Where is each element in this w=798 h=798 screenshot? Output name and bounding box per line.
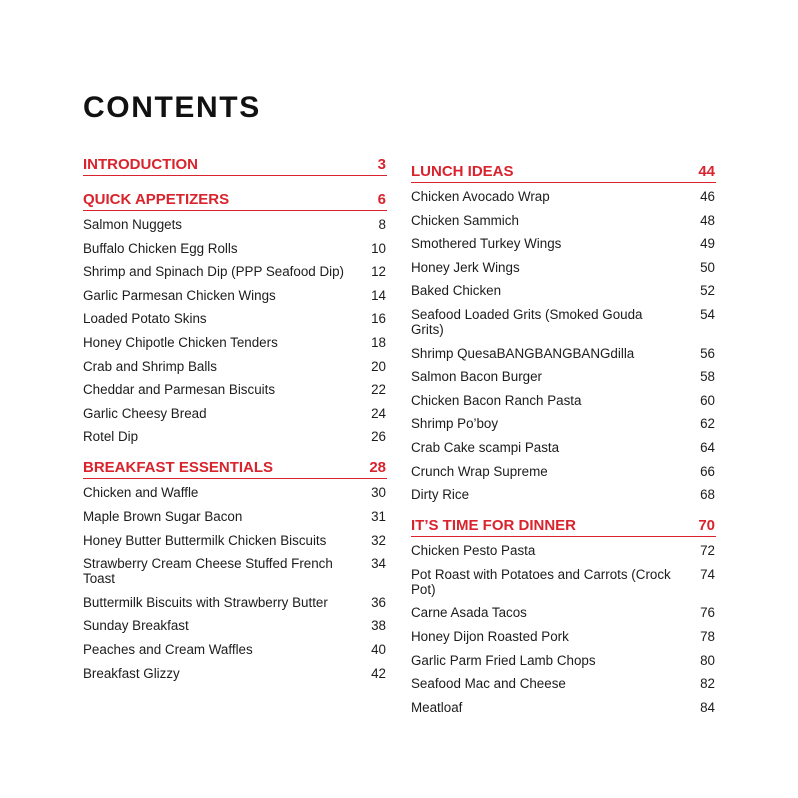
entry-label: Salmon Nuggets xyxy=(83,217,182,232)
toc-entry[interactable] xyxy=(411,700,716,715)
entry-page-number: 76 xyxy=(700,605,715,621)
entry-label: Sunday Breakfast xyxy=(83,618,189,634)
entry-label: Shrimp Po’boy xyxy=(411,416,499,432)
toc-entry[interactable] xyxy=(411,653,716,668)
entry-label: Seafood Loaded Grits (Smoked Gouda Grits) xyxy=(411,306,643,337)
toc-entry[interactable] xyxy=(83,595,387,610)
entry-page-number: 12 xyxy=(371,264,386,280)
entry-label: Crunch Wrap Supreme xyxy=(411,463,548,479)
section-title: QUICK APPETIZERS xyxy=(83,191,230,208)
toc-entry[interactable] xyxy=(83,556,387,586)
toc-left-column xyxy=(83,156,387,696)
entry-label: Buttermilk Biscuits with Strawberry Butter xyxy=(83,594,328,610)
entry-label: Meatloaf xyxy=(411,699,463,715)
entry-label: Crab Cake scampi Pasta xyxy=(411,439,560,455)
toc-entry[interactable] xyxy=(411,283,716,298)
toc-entry[interactable] xyxy=(83,666,387,681)
section-header[interactable] xyxy=(411,163,716,183)
entry-page-number: 30 xyxy=(371,485,386,501)
entry-label: Honey Dijon Roasted Pork xyxy=(411,628,569,644)
entry-page-number: 60 xyxy=(700,392,715,408)
entry-label: Garlic Parmesan Chicken Wings xyxy=(83,287,276,303)
entry-page-number: 62 xyxy=(700,416,715,432)
entry-label: Maple Brown Sugar Bacon xyxy=(83,508,243,524)
entry-page-number: 68 xyxy=(700,487,715,503)
section-page-number: 70 xyxy=(698,517,715,535)
entry-label: Strawberry Cream Cheese Stuffed French Toast xyxy=(83,556,333,587)
entry-page-number: 18 xyxy=(371,334,386,350)
toc-entry[interactable] xyxy=(411,393,716,408)
entry-page-number: 14 xyxy=(371,287,386,303)
entry-label: Breakfast Glizzy xyxy=(83,665,180,681)
entry-page-number: 52 xyxy=(700,283,715,299)
entry-label: Chicken and Waffle xyxy=(83,485,199,501)
entry-page-number: 80 xyxy=(700,652,715,668)
entry-label: Honey Chipotle Chicken Tenders xyxy=(83,334,278,350)
toc-entry[interactable] xyxy=(411,213,716,228)
section-header[interactable] xyxy=(83,156,387,176)
entry-page-number: 36 xyxy=(371,594,386,610)
entry-label: Smothered Turkey Wings xyxy=(411,236,562,252)
toc-section-introduction xyxy=(83,156,387,176)
section-header[interactable] xyxy=(83,459,387,479)
entry-label: Chicken Pesto Pasta xyxy=(411,543,536,559)
toc-entry[interactable] xyxy=(83,264,387,279)
entry-page-number: 34 xyxy=(371,556,386,572)
toc-entry[interactable] xyxy=(83,311,387,326)
entry-page-number: 84 xyxy=(700,699,715,715)
entry-page-number: 38 xyxy=(371,618,386,634)
toc-entry[interactable] xyxy=(83,288,387,303)
entry-page-number: 24 xyxy=(371,405,386,421)
entry-label: Dirty Rice xyxy=(411,487,470,503)
entry-page-number: 32 xyxy=(371,532,386,548)
entry-label: Garlic Cheesy Bread xyxy=(83,405,207,421)
entry-page-number: 20 xyxy=(371,358,386,374)
section-page-number: 44 xyxy=(698,163,715,180)
entry-label: Buffalo Chicken Egg Rolls xyxy=(83,240,238,256)
toc-entry[interactable] xyxy=(83,618,387,633)
entry-page-number: 82 xyxy=(700,676,715,692)
entry-label: Rotel Dip xyxy=(83,429,139,445)
toc-entry[interactable] xyxy=(83,241,387,256)
toc-entry[interactable] xyxy=(411,440,716,455)
toc-entry[interactable] xyxy=(411,629,716,644)
entry-page-number: 78 xyxy=(700,628,715,644)
toc-entry[interactable] xyxy=(83,642,387,657)
entry-page-number: 49 xyxy=(700,236,715,252)
toc-right-column xyxy=(411,163,716,730)
section-page-number: 3 xyxy=(377,156,386,173)
entry-label: Baked Chicken xyxy=(411,283,502,299)
entry-label: Shrimp and Spinach Dip (PPP Seafood Dip) xyxy=(83,264,345,280)
entry-label: Garlic Parm Fried Lamb Chops xyxy=(411,652,596,668)
entry-page-number: 42 xyxy=(371,665,386,681)
toc-entry[interactable] xyxy=(411,236,716,251)
entry-page-number: 50 xyxy=(700,259,715,275)
entry-page-number: 58 xyxy=(700,369,715,385)
section-header[interactable] xyxy=(83,191,387,211)
toc-entry[interactable] xyxy=(83,359,387,374)
entry-page-number: 22 xyxy=(371,382,386,398)
entry-page-number: 54 xyxy=(700,306,715,322)
entry-page-number: 48 xyxy=(700,212,715,228)
entry-page-number: 16 xyxy=(371,311,386,327)
entry-label: Honey Jerk Wings xyxy=(411,259,520,275)
entry-label: Salmon Bacon Burger xyxy=(411,369,543,385)
entry-page-number: 74 xyxy=(700,566,715,582)
entry-page-number: 72 xyxy=(700,543,715,559)
entry-page-number: 26 xyxy=(371,429,386,445)
toc-entry[interactable] xyxy=(411,416,716,431)
toc-entry[interactable] xyxy=(83,485,387,500)
entry-label: Chicken Sammich xyxy=(411,212,519,228)
toc-entry[interactable] xyxy=(411,676,716,691)
toc-entry[interactable] xyxy=(83,533,387,548)
entry-label: Peaches and Cream Waffles xyxy=(83,641,253,657)
toc-entry[interactable] xyxy=(411,369,716,384)
toc-entry[interactable] xyxy=(411,567,716,597)
entry-page-number: 40 xyxy=(371,641,386,657)
toc-entry[interactable] xyxy=(411,464,716,479)
entry-page-number: 8 xyxy=(378,217,386,232)
toc-section-it-s-time-for-dinner xyxy=(411,517,716,715)
toc-entry[interactable] xyxy=(411,346,716,361)
section-title: LUNCH IDEAS xyxy=(411,163,514,180)
toc-section-lunch-ideas xyxy=(411,163,716,502)
entry-label: Shrimp QuesaBANGBANGBANGdilla xyxy=(411,345,635,361)
toc-entry[interactable] xyxy=(411,260,716,275)
entry-label: Loaded Potato Skins xyxy=(83,311,207,327)
toc-entry[interactable] xyxy=(411,605,716,620)
entry-label: Honey Butter Buttermilk Chicken Biscuits xyxy=(83,532,327,548)
toc-entry[interactable] xyxy=(411,487,716,502)
entry-label: Cheddar and Parmesan Biscuits xyxy=(83,382,276,398)
toc-section-quick-appetizers xyxy=(83,191,387,444)
toc-entry[interactable] xyxy=(83,382,387,397)
section-title: IT’S TIME FOR DINNER xyxy=(411,517,576,535)
entry-label: Crab and Shrimp Balls xyxy=(83,358,217,374)
toc-entry[interactable] xyxy=(83,335,387,350)
entry-page-number: 31 xyxy=(371,508,386,524)
entry-page-number: 10 xyxy=(371,240,386,256)
section-page-number: 6 xyxy=(377,191,386,208)
toc-entry[interactable] xyxy=(411,307,716,337)
page-title: CONTENTS xyxy=(83,91,261,124)
entry-label: Carne Asada Tacos xyxy=(411,605,527,621)
toc-entry[interactable] xyxy=(411,189,716,204)
toc-section-breakfast-essentials xyxy=(83,459,387,680)
entry-label: Seafood Mac and Cheese xyxy=(411,676,566,692)
section-title: INTRODUCTION xyxy=(83,156,198,173)
toc-entry[interactable] xyxy=(83,406,387,421)
toc-entry[interactable] xyxy=(83,217,387,232)
entry-page-number: 66 xyxy=(700,463,715,479)
entry-page-number: 64 xyxy=(700,439,715,455)
entry-label: Chicken Avocado Wrap xyxy=(411,189,550,204)
section-title: BREAKFAST ESSENTIALS xyxy=(83,459,274,477)
entry-label: Pot Roast with Potatoes and Carrots (Crock Pot) xyxy=(411,566,671,597)
toc-entry[interactable] xyxy=(83,429,387,444)
section-header[interactable] xyxy=(411,517,716,537)
toc-entry[interactable] xyxy=(83,509,387,524)
entry-label: Chicken Bacon Ranch Pasta xyxy=(411,392,582,408)
toc-entry[interactable] xyxy=(411,543,716,558)
section-page-number: 28 xyxy=(369,459,386,477)
entry-page-number: 46 xyxy=(700,189,715,204)
entry-page-number: 56 xyxy=(700,345,715,361)
